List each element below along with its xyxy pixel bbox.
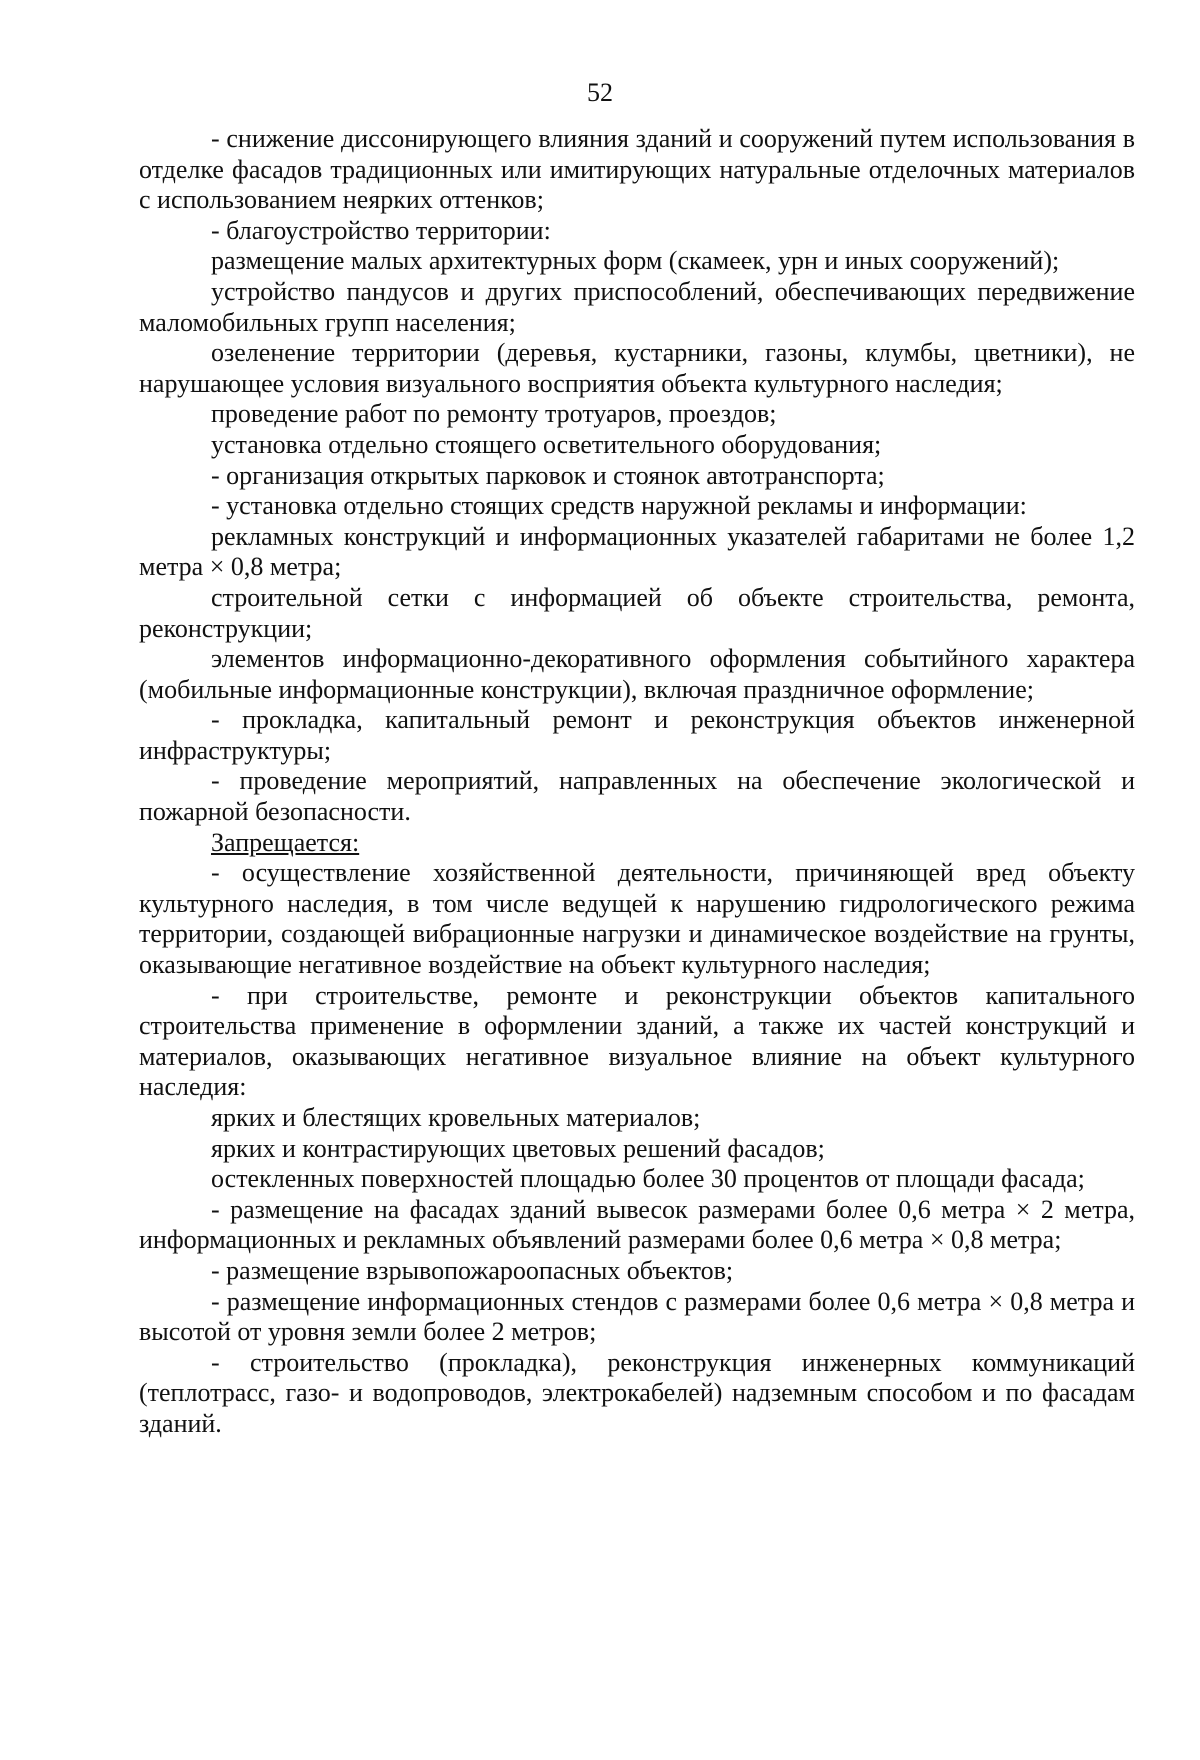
- paragraph: - проведение мероприятий, направленных на обеспечение экологической и пожарной безопасности.: [139, 766, 1135, 827]
- section-heading: [139, 828, 1135, 859]
- paragraph: остекленных поверхностей площадью более 30 процентов от площади фасада;: [211, 1164, 1085, 1194]
- paragraph: рекламных конструкций и информационных указателей габаритами не более 1,2 метра × 0,8 метра;: [139, 521, 1135, 582]
- paragraph: - строительство (прокладка), реконструкция инженерных коммуникаций (теплотрасс, газо- и водопроводов, электрокабелей) надземным способом и по фасадам зданий.: [139, 1347, 1135, 1438]
- paragraph: - прокладка, капитальный ремонт и реконструкция объектов инженерной инфраструктуры;: [139, 705, 1135, 765]
- paragraph: элементов информационно-декоративного оформления событийного характера (мобильные информационные конструкции), включая праздничное оформление;: [139, 644, 1135, 704]
- paragraph: - размещение на фасадах зданий вывесок размерами более 0,6 метра × 2 метра, информационных и рекламных объявлений размерами более 0,6 метра × 0,8 метра;: [139, 1194, 1135, 1255]
- paragraph: проведение работ по ремонту тротуаров, проездов;: [211, 399, 777, 429]
- paragraph: - снижение диссонирующего влияния зданий и сооружений путем использования в отделке фасадов традиционных или имитирующих натуральные отделочных материалов с использованием неярких оттенков;: [139, 124, 1135, 215]
- paragraph: устройство пандусов и других приспособлений, обеспечивающих передвижение маломобильных групп населения;: [139, 276, 1135, 337]
- paragraph: - благоустройство территории:: [211, 215, 551, 245]
- paragraph: - размещение взрывопожароопасных объектов;: [211, 1255, 734, 1285]
- paragraph: размещение малых архитектурных форм (скамеек, урн и иных сооружений);: [211, 246, 1060, 276]
- paragraph: озеленение территории (деревья, кустарники, газоны, клумбы, цветники), не нарушающее условия визуального восприятия объекта культурного наследия;: [139, 338, 1135, 398]
- paragraph: - осуществление хозяйственной деятельности, причиняющей вред объекту культурного наследия, в том числе ведущей к нарушению гидрологического режима территории, создающей вибрационные нагрузки и динамическое воздействие на грунты, оказывающие негативное воздействие на объект культурного наследия;: [139, 858, 1135, 980]
- paragraph: установка отдельно стоящего осветительного оборудования;: [211, 429, 882, 459]
- section-heading-text: Запрещается:: [211, 827, 360, 857]
- paragraph: - при строительстве, ремонте и реконструкции объектов капитального строительства применение в оформлении зданий, а также их частей конструкций и материалов, оказывающих негативное визуальное влияние на объект культурного наследия:: [139, 980, 1135, 1102]
- paragraph: - организация открытых парковок и стоянок автотранспорта;: [211, 460, 885, 490]
- paragraph: ярких и блестящих кровельных материалов;: [211, 1103, 701, 1132]
- paragraph: - установка отдельно стоящих средств наружной рекламы и информации:: [211, 491, 1027, 521]
- document-body: [139, 124, 1135, 1440]
- paragraph: - размещение информационных стендов с размерами более 0,6 метра × 0,8 метра и высотой от уровня земли более 2 метров;: [139, 1286, 1135, 1347]
- paragraph: ярких и контрастирующих цветовых решений фасадов;: [211, 1133, 825, 1163]
- page-number: 52: [587, 78, 613, 107]
- paragraph: строительной сетки с информацией об объекте строительства, ремонта, реконструкции;: [139, 582, 1135, 643]
